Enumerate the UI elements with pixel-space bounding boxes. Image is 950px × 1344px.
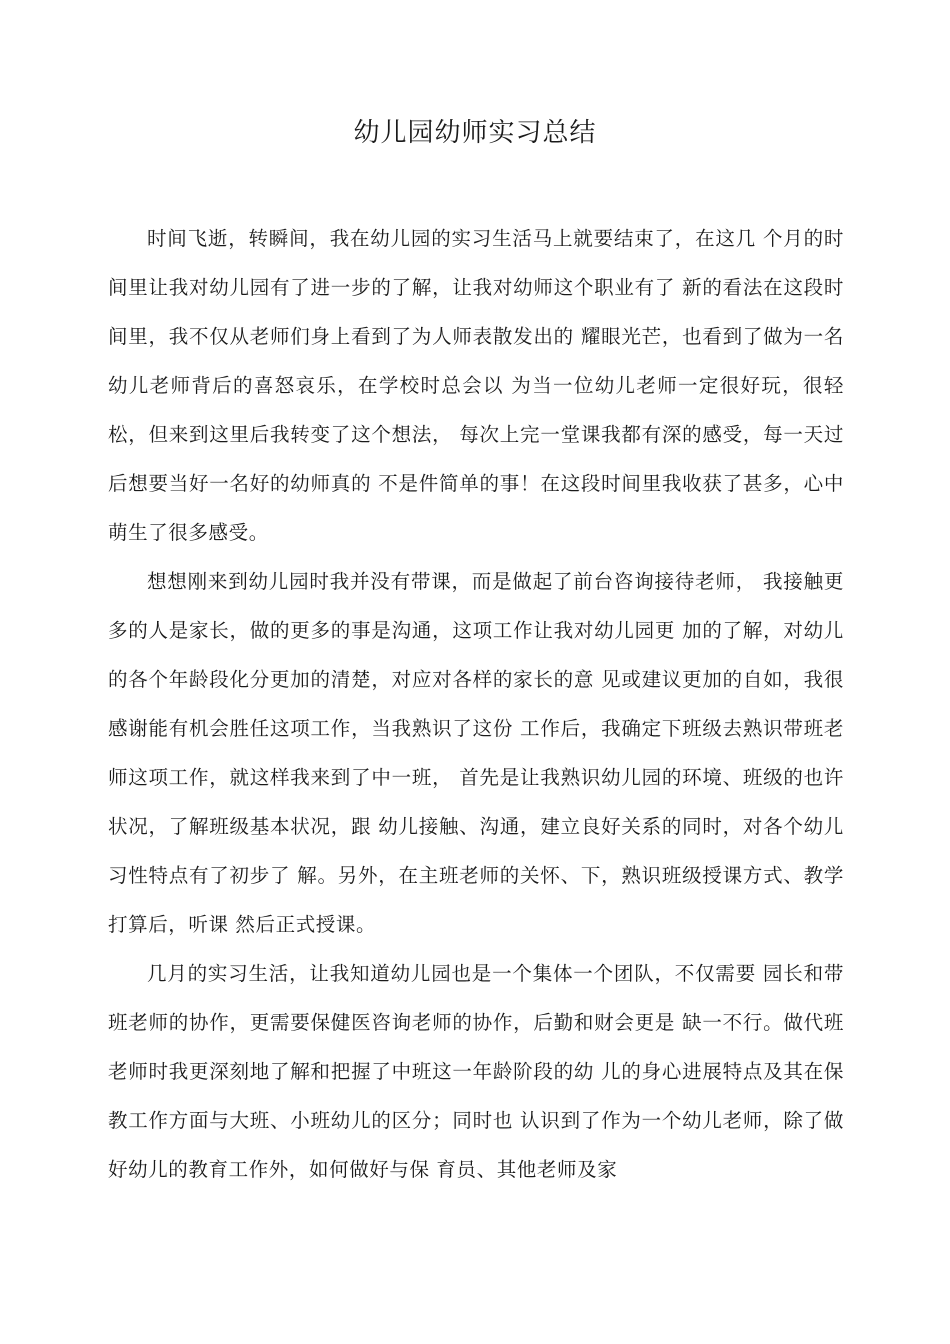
paragraph-3: 几月的实习生活，让我知道幼儿园也是一个集体一个团队，不仅需要 园长和带班老师的协作，更需要保健医咨询老师的协作，后勤和财会更是 缺一不行。做代班老师时我更深刻地了解和把握了中班这一年龄阶段的幼 儿的身心进展特点及其在保教工作方面与大班、小班幼儿的区分；同时也 认识到了作为一个幼儿老师，除了做好幼儿的教育工作外，如何做好与保 育员、其他老师及家 xyxy=(108,962,844,1181)
paragraph-2: 想想刚来到幼儿园时我并没有带课，而是做起了前台咨询接待老师， 我接触更多的人是家长，做的更多的事是沟通，这项工作让我对幼儿园更 加的了解，对幼儿的各个年龄段化分更加的清楚，对应对各样的家长的意 见或建议更加的自如，我很感谢能有机会胜任这项工作，当我熟识了这份 工作后，我确定下班级去熟识带班老师这项工作，就这样我来到了中一班， 首先是让我熟识幼儿园的环境、班级的也许状况，了解班级基本状况，跟 幼儿接触、沟通，建立良好关系的同时，对各个幼儿习性特点有了初步了 解。另外，在主班老师的关怀、下，熟识班级授课方式、教学打算后，听课 然后正式授课。 xyxy=(108,570,844,936)
document-body xyxy=(108,214,844,1194)
paragraph-1: 时间飞逝，转瞬间，我在幼儿园的实习生活马上就要结束了，在这几 个月的时间里让我对幼儿园有了进一步的了解，让我对幼师这个职业有了 新的看法在这段时间里，我不仅从老师们身上看到了为人师表散发出的 耀眼光芒，也看到了做为一名幼儿老师背后的喜怒哀乐，在学校时总会以 为当一位幼儿老师一定很好玩，很轻松，但来到这里后我转变了这个想法， 每次上完一堂课我都有深的感受，每一天过后想要当好一名好的幼师真的 不是件简单的事！在这段时间里我收获了甚多，心中萌生了很多感受。 xyxy=(108,227,844,544)
document-title: 幼儿园幼师实习总结 xyxy=(353,118,597,148)
